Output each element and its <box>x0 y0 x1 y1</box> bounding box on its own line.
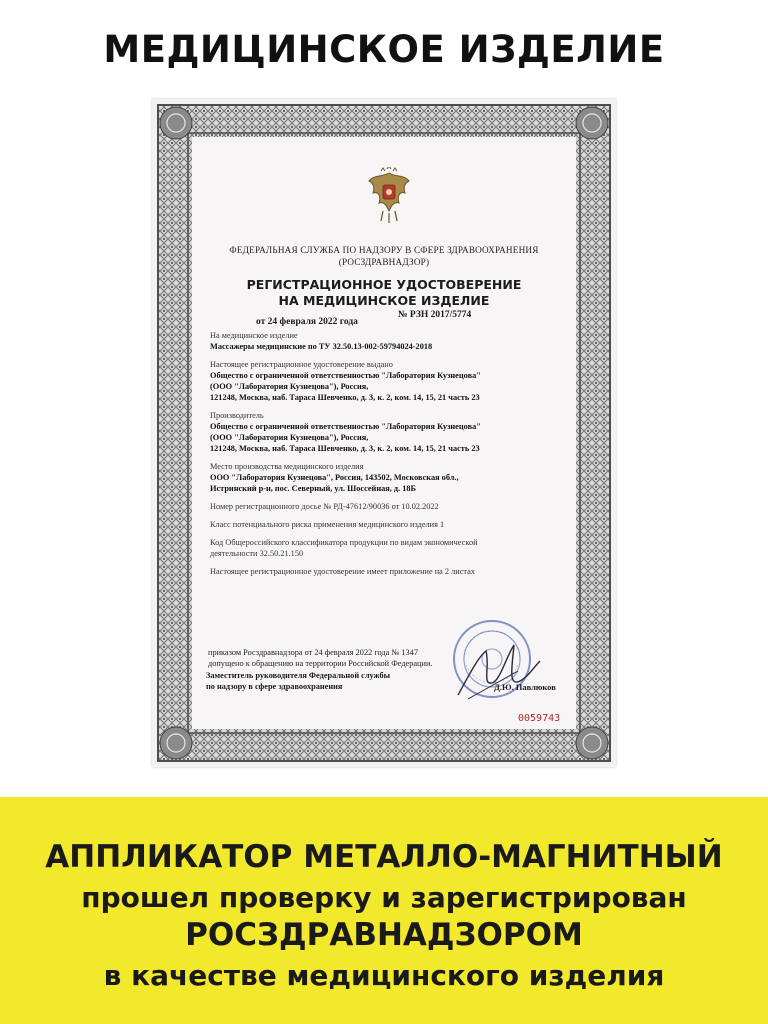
certificate-document <box>152 99 616 767</box>
agency-abbrev: (РОСЗДРАВНАДЗОР) <box>338 257 430 267</box>
order-line: допущено к обращению на территории Российской Федерации. <box>208 659 433 668</box>
maker-line: 121248, Москва, наб. Тараса Шевченко, д. 3, к. 2, ком. 14, 15, 21 часть 23 <box>210 444 480 453</box>
okp-code: деятельности 32.50.21.150 <box>210 549 304 558</box>
order-line: приказом Росздравнадзора от 24 февраля 2022 года № 1347 <box>208 648 418 657</box>
coat-of-arms-emblem <box>365 167 413 227</box>
okp-code: Код Общероссийского классификатора продукции по видам экономической <box>210 538 478 547</box>
certificate-fields <box>210 330 562 577</box>
serial-number: 0059743 <box>518 713 561 724</box>
promo-banner <box>0 797 768 1024</box>
issued-label: Настоящее регистрационное удостоверение выдано <box>210 360 393 369</box>
maker-line: Общество с ограниченной ответственностью "Лаборатория Кузнецова" <box>210 422 481 431</box>
dossier-number: Номер регистрационного досье № РД-47612/90036 от 10.02.2022 <box>210 502 439 511</box>
risk-class: Класс потенциального риска применения медицинского изделия 1 <box>210 520 445 529</box>
signer-title <box>206 670 486 692</box>
certificate-title-line1: РЕГИСТРАЦИОННОЕ УДОСТОВЕРЕНИЕ <box>246 277 522 292</box>
issued-line: (ООО "Лаборатория Кузнецова"), Россия, <box>210 382 369 391</box>
page-title: МЕДИЦИНСКОЕ ИЗДЕЛИЕ <box>103 28 665 71</box>
signer-title-line: по надзору в сфере здравоохранения <box>206 682 343 691</box>
agency-name <box>192 244 576 268</box>
certificate-paper <box>192 137 576 729</box>
signer-title-line: Заместитель руководителя Федеральной службы <box>206 671 391 680</box>
agency-line: ФЕДЕРАЛЬНАЯ СЛУЖБА ПО НАДЗОРУ В СФЕРЕ ЗДРАВООХРАНЕНИЯ <box>229 245 539 255</box>
banner-text: прошел проверку и зарегистрирован <box>81 881 687 914</box>
certificate-title <box>192 277 576 309</box>
maker-label: Производитель <box>210 411 264 420</box>
site-label: Место производства медицинского изделия <box>210 462 364 471</box>
signer-name: Д.Ю. Павлюков <box>494 682 556 692</box>
device-label: На медицинское изделие <box>210 331 298 340</box>
site-line: ООО "Лаборатория Кузнецова", Россия, 143502, Московская обл., <box>210 473 459 482</box>
site-line: Истринский р-н, пос. Северный, ул. Шоссейная, д. 18Б <box>210 484 417 493</box>
device-value: Массажеры медицинские по ТУ 32.50.13-002-59794024-2018 <box>210 342 433 351</box>
banner-text: в качестве медицинского изделия <box>103 959 665 992</box>
banner-agency: РОСЗДРАВНАДЗОРОМ <box>185 917 583 953</box>
issued-line: 121248, Москва, наб. Тараса Шевченко, д. 3, к. 2, ком. 14, 15, 21 часть 23 <box>210 393 480 402</box>
annex-note: Настоящее регистрационное удостоверение имеет приложение на 2 листах <box>210 567 475 576</box>
certificate-number: № РЗН 2017/5774 <box>398 310 472 320</box>
maker-line: (ООО "Лаборатория Кузнецова"), Россия, <box>210 433 369 442</box>
certificate-title-line2: НА МЕДИЦИНСКОЕ ИЗДЕЛИЕ <box>278 293 490 308</box>
banner-headline: АППЛИКАТОР МЕТАЛЛО-МАГНИТНЫЙ <box>45 839 723 875</box>
issued-line: Общество с ограниченной ответственностью "Лаборатория Кузнецова" <box>210 371 481 380</box>
certificate-date: от 24 февраля 2022 года <box>256 317 358 327</box>
